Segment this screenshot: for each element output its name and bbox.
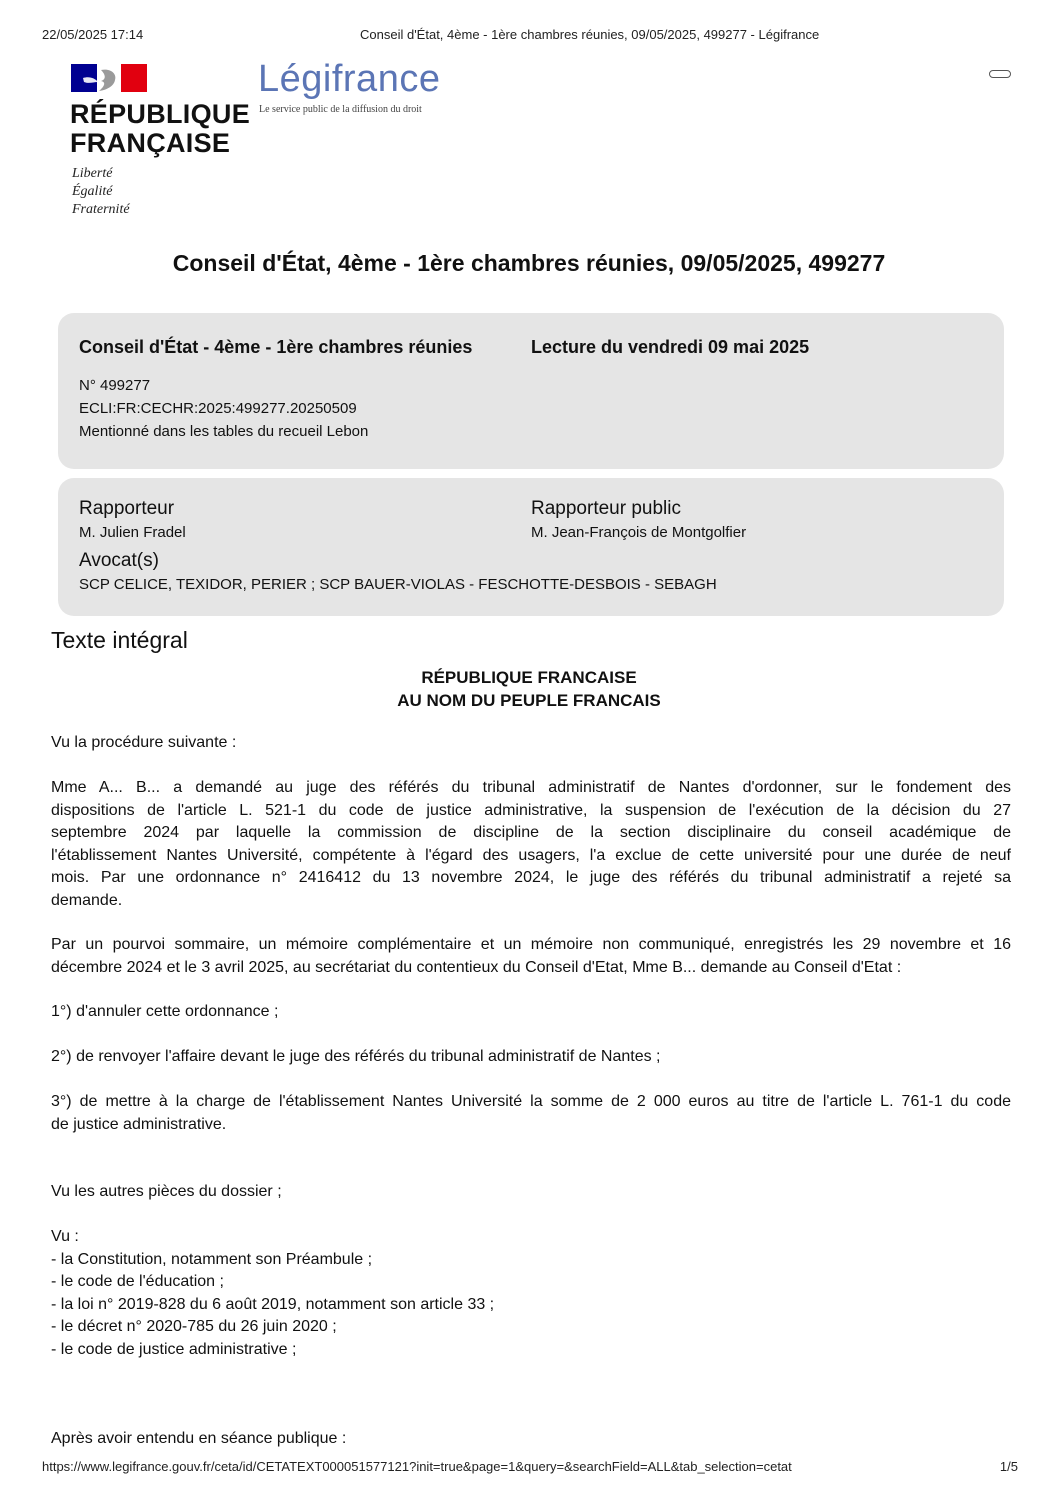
parties-panel [58, 478, 1004, 616]
reading-date: Lecture du vendredi 09 mai 2025 [531, 337, 810, 357]
paragraph-line: décembre 2024 et le 3 avril 2025, au secrétariat du contentieux du Conseil d'Etat, Mme B... demande au Conseil d'Etat : [51, 958, 902, 976]
case-number: N° 499277 [79, 377, 151, 394]
republique-francaise-wordmark [70, 100, 250, 158]
document-title: Conseil d'État, 4ème - 1ère chambres réunies, 09/05/2025, 499277 [172, 250, 886, 276]
apres-seance: Après avoir entendu en séance publique : [51, 1430, 347, 1447]
paragraph-procedure [51, 777, 1011, 912]
paragraph-line: dispositions de l'article L. 521-1 du code de justice administrative, la suspension de l'exécution de la décision du 27 [51, 801, 1011, 819]
motto-fraternite: Fraternité [72, 202, 130, 217]
vu-list-item: - le décret n° 2020-785 du 26 juin 2020 ; [51, 1318, 337, 1335]
decision-heading [0, 666, 1058, 712]
menu-toggle-icon[interactable] [989, 70, 1011, 78]
vu-list-item: - le code de justice administrative ; [51, 1340, 297, 1358]
paragraph-line: demande. [51, 891, 123, 909]
paragraph-line: Mme A... B... a demandé au juge des référés du tribunal administratif de Nantes d'ordonner, sur le fondement des [51, 779, 1011, 796]
heading-republique: RÉPUBLIQUE FRANCAISE [421, 668, 637, 687]
lebon-mention: Mentionné dans les tables du recueil Lebon [79, 423, 369, 440]
republic-line-2: FRANÇAISE [70, 128, 231, 158]
print-datetime: 22/05/2025 17:14 [42, 27, 144, 42]
vu-list-item: - la loi n° 2019-828 du 6 août 2019, notamment son article 33 ; [51, 1295, 495, 1313]
paragraph-line: de justice administrative. [51, 1115, 227, 1133]
paragraph-line: septembre 2024 par laquelle la commission de discipline de la section disciplinaire du conseil académique de [51, 824, 1011, 841]
legifrance-tagline: Le service public de la diffusion du droit [259, 104, 422, 115]
print-page-title: Conseil d'État, 4ème - 1ère chambres réunies, 09/05/2025, 499277 - Légifrance [360, 27, 820, 42]
section-title-texte-integral: Texte intégral [51, 627, 188, 653]
decision-summary-panel [58, 313, 1004, 469]
conclusion-item-3 [51, 1091, 1011, 1136]
heading-peuple: AU NOM DU PEUPLE FRANCAIS [397, 691, 661, 710]
vu-list-item: - le code de l'éducation ; [51, 1273, 224, 1290]
republic-motto [72, 165, 130, 219]
paragraph-line: Par un pourvoi sommaire, un mémoire complémentaire et un mémoire non communiqué, enregistrés les 29 novembre et 16 [51, 936, 1011, 953]
rapporteur-public-value: M. Jean-François de Montgolfier [531, 524, 747, 541]
vu-list-block [51, 1226, 1011, 1361]
avocats-value: SCP CELICE, TEXIDOR, PERIER ; SCP BAUER-VIOLAS - FESCHOTTE-DESBOIS - SEBAGH [79, 576, 717, 593]
vu-autres-pieces: Vu les autres pièces du dossier ; [51, 1183, 282, 1200]
motto-egalite: Égalité [72, 184, 113, 199]
conclusion-item-1: 1°) d'annuler cette ordonnance ; [51, 1003, 279, 1020]
paragraph-line: mois. Par une ordonnance n° 2416412 du 13 novembre 2024, le juge des référés du tribunal administratif a rejeté sa [51, 869, 1011, 886]
republic-line-1: RÉPUBLIQUE [70, 99, 251, 129]
motto-liberte: Liberté [72, 166, 113, 181]
vu-label: Vu : [51, 1228, 79, 1245]
paragraph-line: 3°) de mettre à la charge de l'établissement Nantes Université la somme de 2 000 euros au titre de l'article L. 761-1 du code [51, 1093, 1011, 1110]
rapporteur-public-label: Rapporteur public [531, 498, 681, 519]
vu-list-item: - la Constitution, notamment son Préambule ; [51, 1250, 373, 1268]
rapporteur-value: M. Julien Fradel [79, 524, 186, 541]
legifrance-wordmark: Légifrance [258, 58, 441, 100]
rapporteur-label: Rapporteur [79, 498, 175, 519]
vu-procedure: Vu la procédure suivante : [51, 734, 237, 751]
marianne-icon [71, 64, 147, 92]
jurisdiction-label: Conseil d'État - 4ème - 1ère chambres réunies [79, 337, 473, 357]
ecli-identifier: ECLI:FR:CECHR:2025:499277.20250509 [79, 400, 357, 417]
avocats-label: Avocat(s) [79, 550, 159, 571]
paragraph-pourvoi [51, 934, 1011, 979]
page-number: 1/5 [999, 1459, 1018, 1474]
print-url: https://www.legifrance.gouv.fr/ceta/id/CETATEXT000051577121?init=true&page=1&query=&searchField=ALL&tab_selection=cetat [42, 1459, 792, 1474]
conclusion-item-2: 2°) de renvoyer l'affaire devant le juge des référés du tribunal administratif de Nantes ; [51, 1048, 661, 1065]
paragraph-line: l'établissement Nantes Université, compétente à l'égard des usagers, l'a exclue de cette université pour une durée de neuf [51, 846, 1011, 864]
